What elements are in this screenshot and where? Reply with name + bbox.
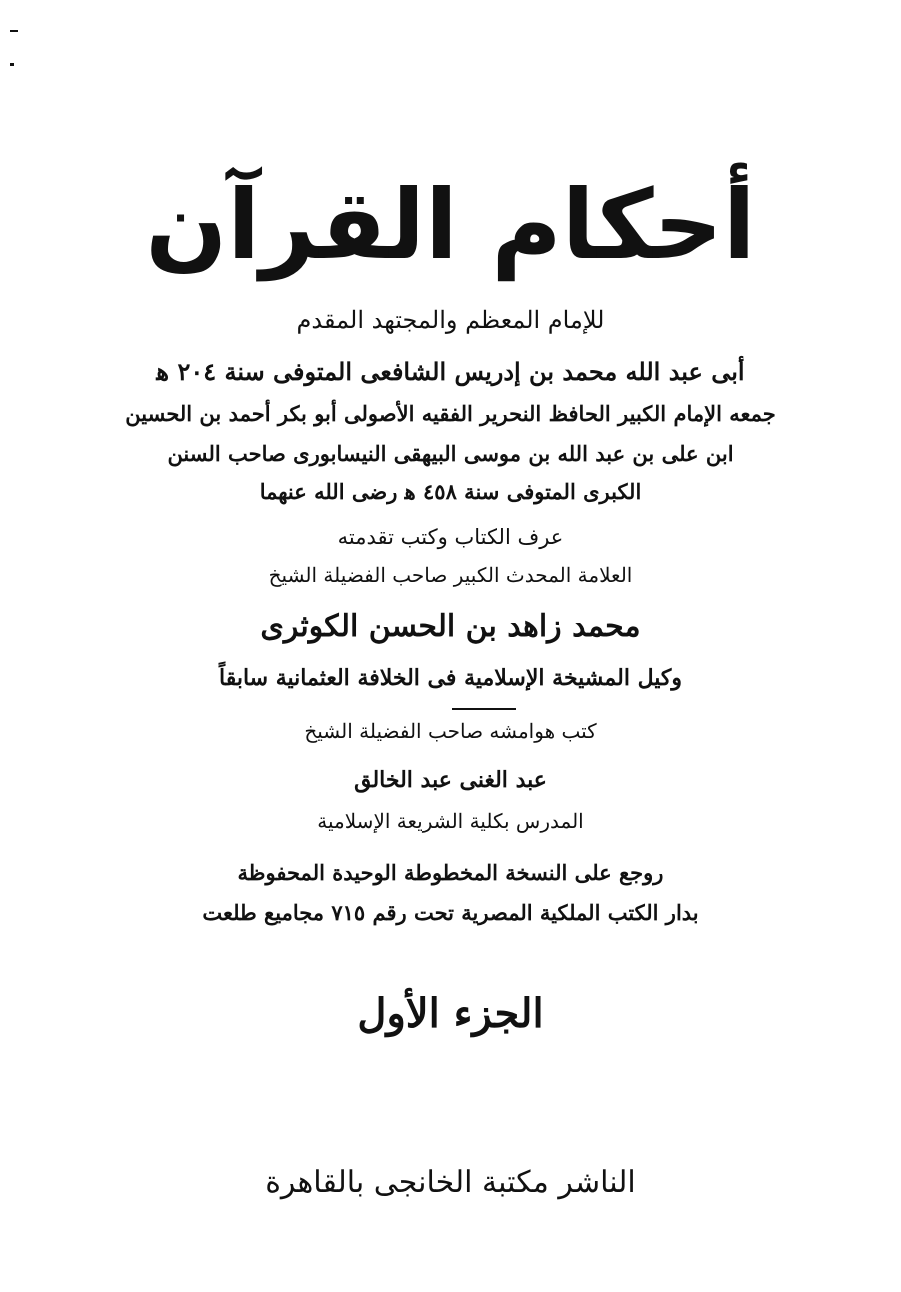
compiler-line-3: الكبرى المتوفى سنة ٤٥٨ ﻫ رضى الله عنهما	[259, 479, 642, 504]
publisher-line: الناشر مكتبة الخانجى بالقاهرة	[265, 1165, 636, 1200]
scholar-role: وكيل المشيخة الإسلامية فى الخلافة العثمانية سابقاً	[218, 665, 683, 691]
scholar-title: العلامة المحدث الكبير صاحب الفضيلة الشيخ	[268, 563, 633, 587]
notes-author: عبد الغنى عبد الخالق	[354, 767, 547, 793]
manuscript-line-1: روجع على النسخة المخطوطة الوحيدة المحفوظة	[237, 860, 664, 885]
manuscript-line-2: بدار الكتب الملكية المصرية تحت رقم ٧١٥ مجاميع طلعت	[202, 900, 699, 925]
notes-author-role: المدرس بكلية الشريعة الإسلامية	[317, 809, 584, 833]
compiler-line-2: ابن على بن عبد الله بن موسى البيهقى النيسابورى صاحب السنن	[167, 441, 734, 466]
compiler-line-1: جمعه الإمام الكبير الحافظ النحرير الفقيه الأصولى أبو بكر أحمد بن الحسين	[125, 401, 776, 426]
separator-rule	[452, 708, 516, 710]
notes-by: كتب هوامشه صاحب الفضيلة الشيخ	[304, 719, 597, 743]
volume-label: الجزء الأول	[357, 990, 544, 1037]
author-name: أبى عبد الله محمد بن إدريس الشافعى المتوفى سنة ٢٠٤ ﻫ	[156, 357, 745, 386]
introduction-by: عرف الكتاب وكتب تقدمته	[337, 525, 564, 549]
scholar-name: محمد زاهد بن الحسن الكوثرى	[260, 609, 641, 644]
scan-speck	[10, 63, 14, 66]
book-title: أحكام القرآن	[145, 169, 756, 281]
scan-speck	[10, 30, 18, 32]
author-intro: للإمام المعظم والمجتهد المقدم	[296, 306, 605, 334]
